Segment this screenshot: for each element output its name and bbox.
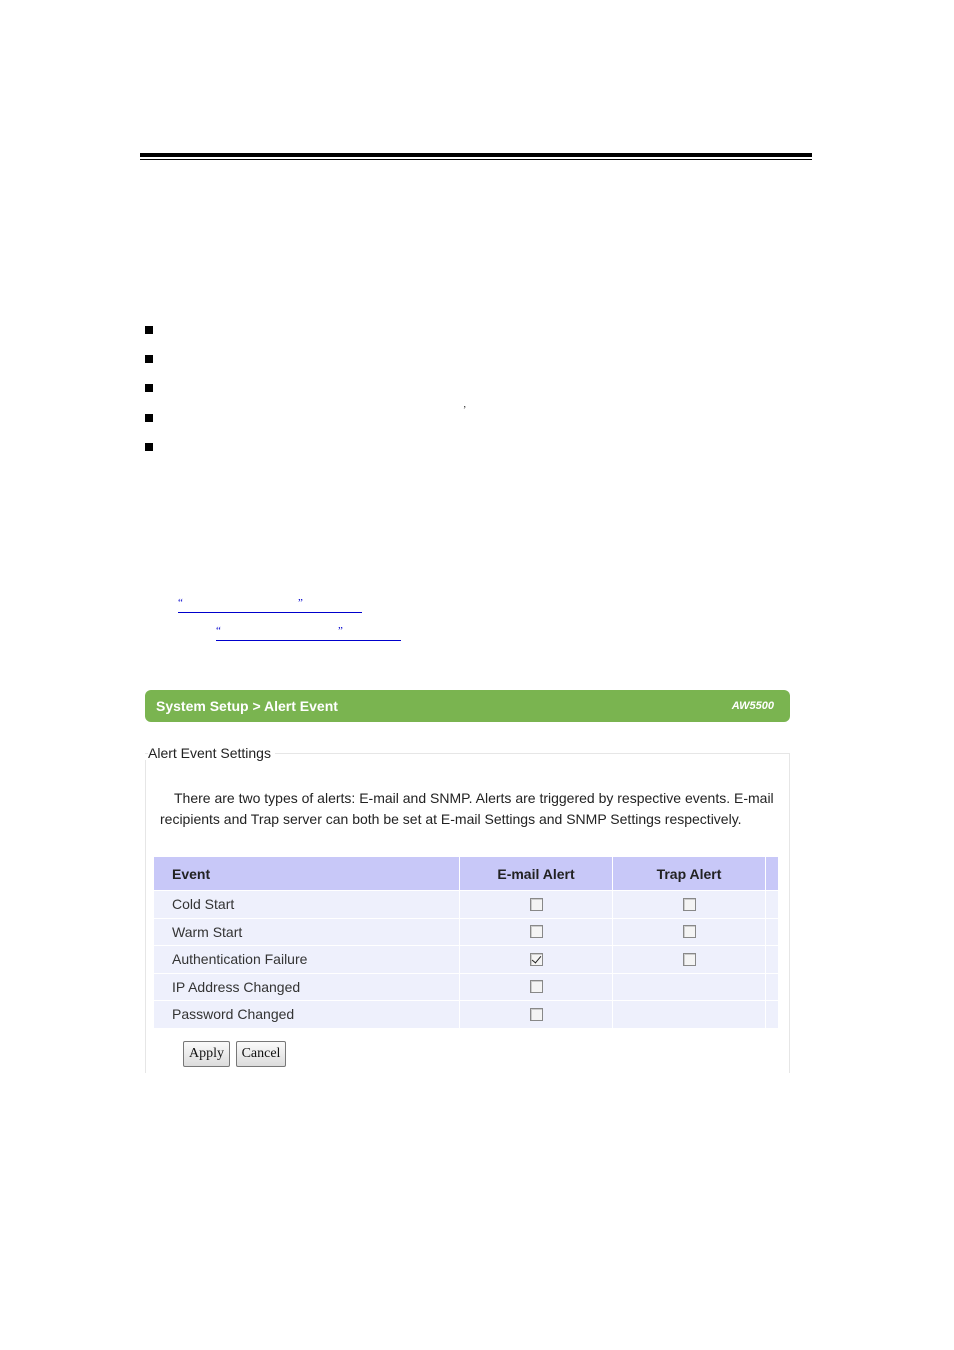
event-name: Authentication Failure	[172, 951, 308, 968]
alert-event-table	[154, 857, 778, 1028]
table-header-row	[154, 857, 778, 890]
email-alert-checkbox[interactable]	[530, 980, 543, 993]
email-alert-checkbox[interactable]	[530, 925, 543, 938]
trap-alert-cell	[613, 946, 765, 973]
panel-header	[145, 690, 790, 722]
bullet-1	[145, 326, 153, 334]
email-settings-link[interactable]	[178, 599, 362, 613]
trap-alert-cell	[613, 974, 765, 1001]
header-rule-thick	[140, 153, 812, 157]
link-open-quote: “	[178, 597, 183, 609]
device-model: AW5500	[731, 700, 774, 712]
bullet-3	[145, 384, 153, 392]
column-header-trap-alert: Trap Alert	[656, 865, 722, 882]
snmp-settings-link[interactable]	[216, 627, 401, 641]
trap-alert-cell	[613, 919, 765, 946]
alert-description-text: There are two types of alerts: E-mail and SNMP. Alerts are triggered by respective events. E-mail recipients and Trap server can both be set at E-mail Settings and SNMP Settings respectively.	[160, 790, 774, 827]
trap-alert-checkbox[interactable]	[683, 898, 696, 911]
panel-title: System Setup > Alert Event	[156, 698, 338, 714]
email-alert-checkbox[interactable]	[530, 1008, 543, 1021]
trap-alert-cell	[613, 891, 765, 918]
table-row	[154, 918, 778, 946]
fieldset-legend: Alert Event Settings	[148, 745, 275, 761]
email-alert-checkbox[interactable]	[530, 953, 543, 966]
table-row	[154, 945, 778, 973]
email-alert-cell	[460, 919, 612, 946]
header-rule-thin	[140, 159, 812, 160]
trap-alert-cell	[613, 1001, 765, 1028]
cancel-button[interactable]: Cancel	[236, 1041, 286, 1067]
event-name: IP Address Changed	[172, 978, 301, 995]
email-alert-cell	[460, 1001, 612, 1028]
email-alert-cell	[460, 891, 612, 918]
event-name: Cold Start	[172, 896, 235, 913]
trap-alert-checkbox[interactable]	[683, 925, 696, 938]
event-name: Password Changed	[172, 1006, 295, 1023]
bullet-4	[145, 414, 153, 422]
link-close-quote: ”	[298, 597, 303, 609]
bullet-2	[145, 355, 153, 363]
email-alert-cell	[460, 974, 612, 1001]
alert-description	[160, 788, 780, 830]
link-close-quote: ”	[338, 625, 343, 637]
table-row	[154, 890, 778, 918]
fieldset-right-border	[789, 753, 790, 1073]
trap-alert-checkbox[interactable]	[683, 953, 696, 966]
link-open-quote: “	[216, 625, 221, 637]
column-header-email-alert: E-mail Alert	[497, 865, 575, 882]
apply-button[interactable]: Apply	[183, 1041, 230, 1067]
column-header-event: Event	[172, 865, 211, 882]
bullet-5	[145, 443, 153, 451]
email-alert-cell	[460, 946, 612, 973]
table-row	[154, 973, 778, 1001]
apostrophe-mark: ’	[463, 405, 467, 416]
table-row	[154, 1000, 778, 1028]
fieldset-left-border	[145, 760, 146, 1073]
event-name: Warm Start	[172, 923, 243, 940]
email-alert-checkbox[interactable]	[530, 898, 543, 911]
